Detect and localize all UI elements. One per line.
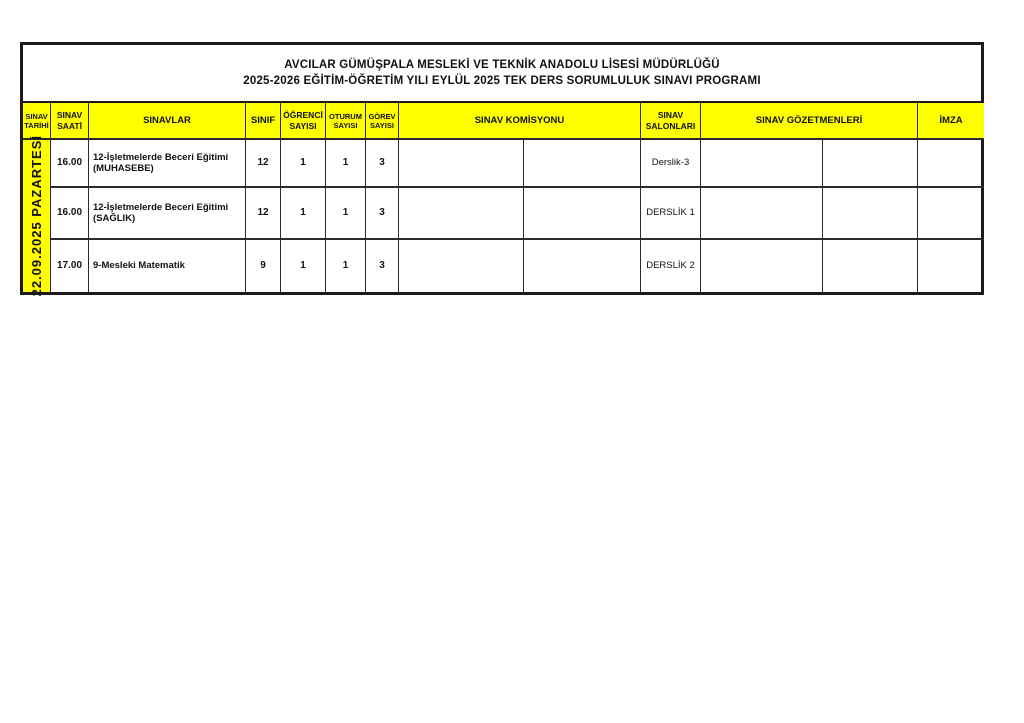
proctor-cell-2: [823, 140, 918, 188]
exam-room: DERSLİK 2: [641, 240, 701, 292]
exam-date-label: 22.09.2025 PAZARTESİ: [29, 135, 44, 297]
column-header-sinav-gozetmenleri: SINAV GÖZETMENLERİ: [701, 103, 918, 140]
commission-cell-1: [399, 240, 524, 292]
column-header-imza: İMZA: [918, 103, 984, 140]
grade-value: 12: [246, 188, 281, 240]
schedule-table: [23, 103, 981, 297]
column-header-sinav-komisyonu: SINAV KOMİSYONU: [399, 103, 641, 140]
commission-cell-2: [524, 240, 641, 292]
commission-cell-2: [524, 188, 641, 240]
proctor-cell-1: [701, 140, 823, 188]
commission-cell-2: [524, 140, 641, 188]
exam-name: 9-Mesleki Matematik: [89, 240, 246, 292]
proctor-cell-1: [701, 240, 823, 292]
signature-cell: [918, 240, 984, 292]
proctor-cell-2: [823, 188, 918, 240]
exam-name: 12-İşletmelerde Beceri Eğitimi (SAĞLIK): [89, 188, 246, 240]
document-title-box: [23, 45, 981, 103]
duty-count: 3: [366, 140, 399, 188]
student-count: 1: [281, 140, 326, 188]
exam-date-cell: [23, 135, 51, 297]
school-name-title: AVCILAR GÜMÜŞPALA MESLEKİ VE TEKNİK ANADOLU LİSESİ MÜDÜRLÜĞÜ: [284, 59, 720, 71]
session-count: 1: [326, 140, 366, 188]
exam-room: DERSLİK 1: [641, 188, 701, 240]
session-count: 1: [326, 240, 366, 292]
column-header-sinavlar: SINAVLAR: [89, 103, 246, 140]
program-title: 2025-2026 EĞİTİM-ÖĞRETİM YILI EYLÜL 2025 TEK DERS SORUMLULUK SINAVI PROGRAMI: [243, 75, 761, 87]
student-count: 1: [281, 188, 326, 240]
column-header-sinif: SINIF: [246, 103, 281, 140]
student-count: 1: [281, 240, 326, 292]
signature-cell: [918, 140, 984, 188]
grade-value: 9: [246, 240, 281, 292]
column-header-gorev-sayisi: GÖREV SAYISI: [366, 103, 399, 140]
column-header-oturum-sayisi: OTURUM SAYISI: [326, 103, 366, 140]
duty-count: 3: [366, 240, 399, 292]
proctor-cell-2: [823, 240, 918, 292]
grade-value: 12: [246, 140, 281, 188]
exam-room: Derslik-3: [641, 140, 701, 188]
commission-cell-1: [399, 188, 524, 240]
exam-time: 17.00: [51, 240, 89, 292]
exam-name: 12-İşletmelerde Beceri Eğitimi (MUHASEBE): [89, 140, 246, 188]
column-header-ogrenci-sayisi: ÖĞRENCİ SAYISI: [281, 103, 326, 140]
duty-count: 3: [366, 188, 399, 240]
column-header-sinav-salonlari: SINAV SALONLARI: [641, 103, 701, 140]
exam-schedule-sheet: [20, 42, 984, 295]
commission-cell-1: [399, 140, 524, 188]
proctor-cell-1: [701, 188, 823, 240]
signature-cell: [918, 188, 984, 240]
column-header-sinav-tarihi: SINAV TARİHİ: [23, 103, 51, 140]
session-count: 1: [326, 188, 366, 240]
exam-time: 16.00: [51, 188, 89, 240]
column-header-sinav-saati: SINAV SAATİ: [51, 103, 89, 140]
exam-time: 16.00: [51, 140, 89, 188]
